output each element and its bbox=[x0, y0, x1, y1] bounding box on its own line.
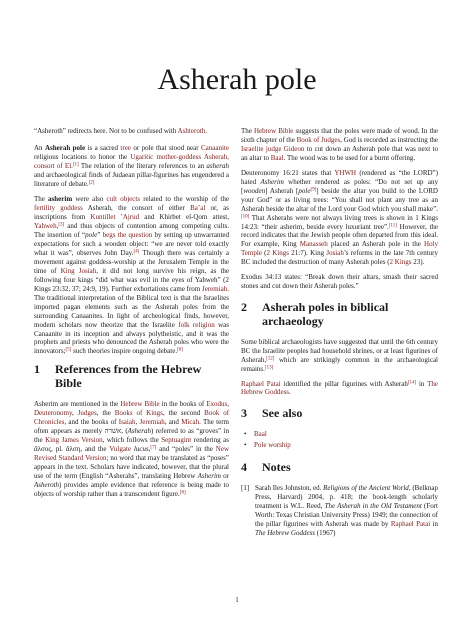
section-heading-archaeology bbox=[241, 300, 438, 328]
text: to cut down an Asherah pole that was next to an altar to bbox=[241, 144, 439, 162]
reference-10[interactable]: [10] bbox=[241, 214, 250, 220]
text: That Asherahs were not always living trees is shown in 1 Kings 14:23: “their asherim, beside every luxuriant tree”. bbox=[241, 213, 438, 231]
note-number: [1] bbox=[241, 483, 250, 492]
italic-term: Asherah bbox=[127, 427, 151, 436]
judges-link[interactable]: Judges bbox=[77, 409, 97, 418]
josiah-link[interactable]: Josiah bbox=[326, 249, 344, 258]
text: , bbox=[227, 400, 229, 409]
text: and thus objects of contention among competing cults. The insertion of “ bbox=[34, 222, 229, 240]
text: related to the worship of the bbox=[140, 195, 229, 204]
list-item bbox=[254, 441, 438, 450]
see-also-link-baal[interactable]: Baal bbox=[254, 429, 267, 438]
reference-11[interactable]: [11] bbox=[388, 223, 397, 229]
folk-religion-link[interactable]: folk religion bbox=[178, 320, 215, 329]
italic-term: asherah bbox=[206, 162, 229, 171]
exodus-link[interactable]: Exodus bbox=[206, 400, 228, 409]
cult-objects-link[interactable]: cult objects bbox=[106, 195, 141, 204]
text: ; no word that may be translated as “poses” appears in the text. Scholars have indicated, however, that the plural use of the term (English “Asherahs”, translating Hebrew bbox=[34, 454, 229, 480]
section-title: References from the Hebrew Bible bbox=[55, 362, 202, 391]
text: and “poles” in the bbox=[156, 445, 216, 454]
reference-7[interactable]: [7] bbox=[150, 445, 157, 451]
text: identified the pillar figurines with Asherah bbox=[280, 379, 408, 388]
text: placed an Asherah pole in the bbox=[327, 240, 425, 249]
reference-14[interactable]: [14] bbox=[407, 380, 417, 386]
section-number: 4 bbox=[241, 459, 247, 474]
text: Though there was certainly a movement against goddess-worship at the Jerusalem Temple in the time of bbox=[34, 248, 230, 275]
text: were also bbox=[72, 195, 107, 204]
text: was Canaanite in its inception and always polytheistic, and it was the prophets and priests who denounced the Asherah poles who were the innovators; bbox=[34, 320, 229, 356]
text: , bbox=[72, 409, 78, 418]
text: (rendered as “the LORD”) hated bbox=[241, 168, 438, 186]
italic-title: Religions of the Ancient World bbox=[323, 483, 409, 492]
deuteronomy-link[interactable]: Deuteronomy bbox=[34, 409, 73, 418]
italic-term: Asheroth bbox=[34, 480, 60, 489]
text: Sarah Iles Johnston, ed. bbox=[255, 483, 324, 492]
text: ” bbox=[97, 231, 103, 240]
king-josiah-link[interactable]: King Josiah bbox=[60, 266, 97, 275]
begs-the-question-link[interactable]: begs the question bbox=[102, 231, 153, 240]
text: An bbox=[34, 144, 45, 153]
text: , and bbox=[164, 418, 182, 427]
reference-8[interactable]: [8] bbox=[179, 490, 186, 496]
text: (Fort Worth: Texas Christian University Press) 1949; the connection of the pillar figurines with Asherah was made by bbox=[255, 501, 438, 528]
text: The bbox=[241, 127, 254, 135]
yahweh-link[interactable]: Yahweh bbox=[34, 222, 57, 231]
raphael-patai-link[interactable]: Raphael Patai bbox=[241, 379, 281, 388]
text: However, the record indicates that the Jewish people often departed from this ideal. For example, King bbox=[241, 222, 438, 249]
nrsv-link[interactable]: New Revised Standard Version bbox=[34, 445, 229, 463]
text: . The term often appears as merely bbox=[34, 418, 230, 436]
baal-link[interactable]: Baal bbox=[270, 153, 284, 162]
2-kings-link[interactable]: 2 Kings bbox=[389, 258, 412, 267]
text: rendering as ἄλσος, pl. ἄλση, and the bbox=[34, 436, 230, 454]
book-of-chronicles-link[interactable]: Book of Chronicles bbox=[34, 409, 230, 427]
text: and archaeological finds of Judaean pillar-figurines has engendered a literature of debate. bbox=[34, 171, 229, 189]
see-also-list bbox=[241, 430, 438, 450]
italic-title: The Hebrew Goddess bbox=[255, 528, 316, 537]
section-number: 2 bbox=[241, 299, 247, 314]
intro-paragraph-2 bbox=[34, 195, 229, 356]
text: (1967) bbox=[315, 528, 336, 537]
gideon-link[interactable]: Israelite judge Gideon bbox=[241, 144, 305, 153]
text: , the second bbox=[162, 409, 205, 418]
section-heading-see-also bbox=[241, 406, 438, 420]
wood-paragraph bbox=[241, 127, 438, 163]
text: in bbox=[416, 379, 428, 388]
text: , the bbox=[96, 409, 115, 418]
note-item bbox=[241, 484, 438, 538]
section-number: 3 bbox=[241, 405, 247, 420]
baal-link[interactable]: Ba’al bbox=[190, 204, 206, 213]
text: religious locations to honor the bbox=[34, 153, 131, 162]
text: ( bbox=[261, 249, 267, 258]
hebrew-bible-link[interactable]: Hebrew Bible bbox=[120, 400, 160, 409]
jeremiah-link[interactable]: Jeremiah bbox=[139, 418, 165, 427]
tree-link[interactable]: tree bbox=[120, 144, 131, 153]
text: ) provides ample evidence that reference is being made to objects of worship rather than a transcendent figure. bbox=[34, 480, 229, 498]
text: , bbox=[56, 222, 59, 231]
king-james-version-link[interactable]: King James Version bbox=[45, 436, 103, 445]
hebrew-word: אשׁרה bbox=[104, 427, 122, 436]
2-kings-link[interactable]: 2 Kings bbox=[266, 249, 289, 258]
italic-term: pole bbox=[85, 231, 98, 240]
text: , it did not long survive his reign, as the following four kings “did what was evil in the eyes of Yahweh” (2 Kings 23:32, 37; 24:9, 19). Further exhortations came from bbox=[34, 266, 230, 293]
raphael-patai-link[interactable]: Raphael Patai bbox=[390, 519, 431, 528]
reference-13[interactable]: [13] bbox=[264, 365, 274, 371]
section-title: See also bbox=[262, 405, 303, 420]
text: 23). bbox=[411, 258, 425, 267]
left-column bbox=[34, 127, 229, 507]
references-paragraph bbox=[34, 400, 229, 498]
text: , God is recorded as instructing the bbox=[340, 135, 439, 144]
text: is a sacred bbox=[85, 144, 121, 153]
page-title: Asherah pole bbox=[157, 63, 317, 96]
text: , bbox=[148, 445, 151, 454]
fertility-goddess-link[interactable]: fertility goddess bbox=[34, 204, 83, 213]
list-item bbox=[254, 430, 438, 439]
text: by setting up unwarranted expectations for such a wooden object: “we are never told exactly what it was”, observes John Day. bbox=[34, 231, 229, 257]
page-number: 1 bbox=[235, 596, 239, 604]
italic-term: pole bbox=[298, 186, 311, 195]
text: ) referred to as “groves” in the bbox=[34, 427, 229, 445]
holy-temple-link[interactable]: Holy Temple bbox=[241, 240, 439, 258]
text: ] beside the altar you build to the LORD your God” or as living trees: “You shall not plant any tree as an Asherah beside the altar of the Lord your God which you shall make”. bbox=[241, 186, 438, 213]
text: , which follows the bbox=[102, 436, 162, 445]
text: , (Belknap Press, Harvard) 2004, p. 418; the book-length scholarly treatment is W.L. Reed, bbox=[255, 483, 438, 510]
text: such theories inspire ongoing debate. bbox=[71, 347, 178, 356]
hebrew-goddess-link[interactable]: The Hebrew Goddess bbox=[241, 379, 438, 397]
hatnote-text: “Asheroth” redirects here. Not to be confused with bbox=[34, 127, 178, 135]
text: or bbox=[220, 472, 229, 480]
text: whether rendered as poles: “Do not set up any [ bbox=[241, 177, 438, 195]
exodus-paragraph bbox=[241, 273, 438, 291]
reference-9[interactable]: [9] bbox=[310, 187, 317, 193]
section-heading-notes bbox=[241, 460, 438, 474]
text: in the books of bbox=[159, 400, 207, 409]
micah-link[interactable]: Micah bbox=[181, 418, 200, 427]
yhwh-link[interactable]: YHWH bbox=[334, 168, 357, 177]
text: Some biblical archaeologists have suggested that until the 6th century BC the Israelite peoples had household shrines, or at least figurines of Asherah, bbox=[241, 337, 438, 364]
reference-6[interactable]: [6] bbox=[177, 347, 183, 353]
isaiah-link[interactable]: Isaiah bbox=[118, 418, 136, 427]
note-body bbox=[255, 484, 438, 538]
book-of-judges-link[interactable]: Book of Judges bbox=[296, 135, 341, 144]
italic-term: Asherim bbox=[197, 472, 221, 480]
reference-12[interactable]: [12] bbox=[266, 356, 275, 362]
text: or pole that stood near bbox=[130, 144, 201, 153]
reference-5[interactable]: [5] bbox=[65, 347, 72, 353]
text: . bbox=[71, 162, 73, 171]
patai-paragraph bbox=[241, 380, 438, 398]
text: suggests that the poles were made of wood. In the sixth chapter of the bbox=[241, 127, 438, 144]
text: ’s reforms in the late 7th century BC included the destruction of many Asherah poles ( bbox=[241, 249, 438, 267]
text: ] Asherah [ bbox=[265, 186, 299, 195]
text: , and the books of bbox=[64, 418, 119, 427]
books-of-kings-link[interactable]: Books of Kings bbox=[114, 409, 163, 418]
text: which are strikingly common in the archaeological remains. bbox=[241, 355, 438, 373]
jeremiah-link[interactable]: Jeremiah bbox=[201, 284, 228, 293]
ugaritic-asherah-link[interactable]: Ugaritic mother-goddess Asherah, consort of El bbox=[34, 153, 229, 171]
text: , bbox=[135, 418, 140, 427]
vulgate-link[interactable]: Vulgate bbox=[109, 445, 131, 454]
text: Asherah, the consort of either bbox=[82, 204, 191, 213]
see-also-link-pole-worship[interactable]: Pole worship bbox=[254, 440, 291, 449]
term-bold: asherim bbox=[48, 195, 73, 204]
manasseh-link[interactable]: Manasseh bbox=[299, 240, 328, 249]
text: Asherim are mentioned in the bbox=[34, 400, 121, 409]
ashteroth-link[interactable]: Ashteroth bbox=[177, 127, 206, 135]
section-title: Notes bbox=[262, 459, 291, 474]
hatnote-end: . bbox=[205, 127, 208, 135]
section-heading-references bbox=[34, 362, 229, 390]
term-bold: Asherah pole bbox=[44, 144, 86, 153]
text: , ( bbox=[121, 427, 128, 436]
section-number: 1 bbox=[34, 362, 40, 377]
section-title: Asherah poles in biblical archaeology bbox=[262, 299, 389, 328]
text: 21:7). King bbox=[289, 249, 327, 258]
text: Exodus 34:13 states: “Break down their altars, smash their sacred stones and cut down their Asherah poles.” bbox=[241, 273, 438, 291]
intro-paragraph-1 bbox=[34, 144, 229, 189]
italic-term: wooden bbox=[243, 186, 266, 195]
text: Deuteronomy 16:21 states that bbox=[241, 168, 335, 177]
canaanite-link[interactable]: Canaanite bbox=[201, 144, 229, 153]
text: . The traditional interpretation of the Biblical text is that the Israelites imported pagan elements such as the Asherah poles from the surrounding Canaanites. In light of archeological finds, however, modern scholars now theorize that the Israelite bbox=[34, 284, 229, 329]
kuntillet-ajrud-link[interactable]: Kuntillet ’Ajrud bbox=[90, 213, 140, 222]
hatnote bbox=[34, 127, 229, 136]
text: and Khirbet el-Qom attest, bbox=[139, 213, 229, 222]
italic-term: Asherim bbox=[260, 177, 284, 186]
italic-term: lucus bbox=[133, 445, 149, 454]
reference-2[interactable]: [2] bbox=[88, 180, 95, 186]
text: in bbox=[430, 519, 438, 528]
reference-3[interactable]: [3] bbox=[58, 222, 65, 228]
reference-4[interactable]: [4] bbox=[133, 249, 140, 255]
archaeology-paragraph bbox=[241, 338, 438, 374]
text: . bbox=[289, 388, 291, 397]
right-column bbox=[241, 127, 438, 538]
reference-1[interactable]: [1] bbox=[72, 162, 79, 168]
text: The bbox=[34, 195, 49, 204]
hebrew-bible-link[interactable]: Hebrew Bible bbox=[253, 127, 294, 135]
septuagint-link[interactable]: Septuagint bbox=[161, 436, 192, 445]
deuteronomy-paragraph bbox=[241, 169, 438, 267]
text: or, as inscriptions from bbox=[34, 204, 229, 222]
italic-title: The Asherah in the Old Testament bbox=[324, 501, 422, 510]
text: . The wood was to be used for a burnt offering. bbox=[283, 153, 416, 162]
text: The relation of the literary references to an bbox=[78, 162, 207, 171]
